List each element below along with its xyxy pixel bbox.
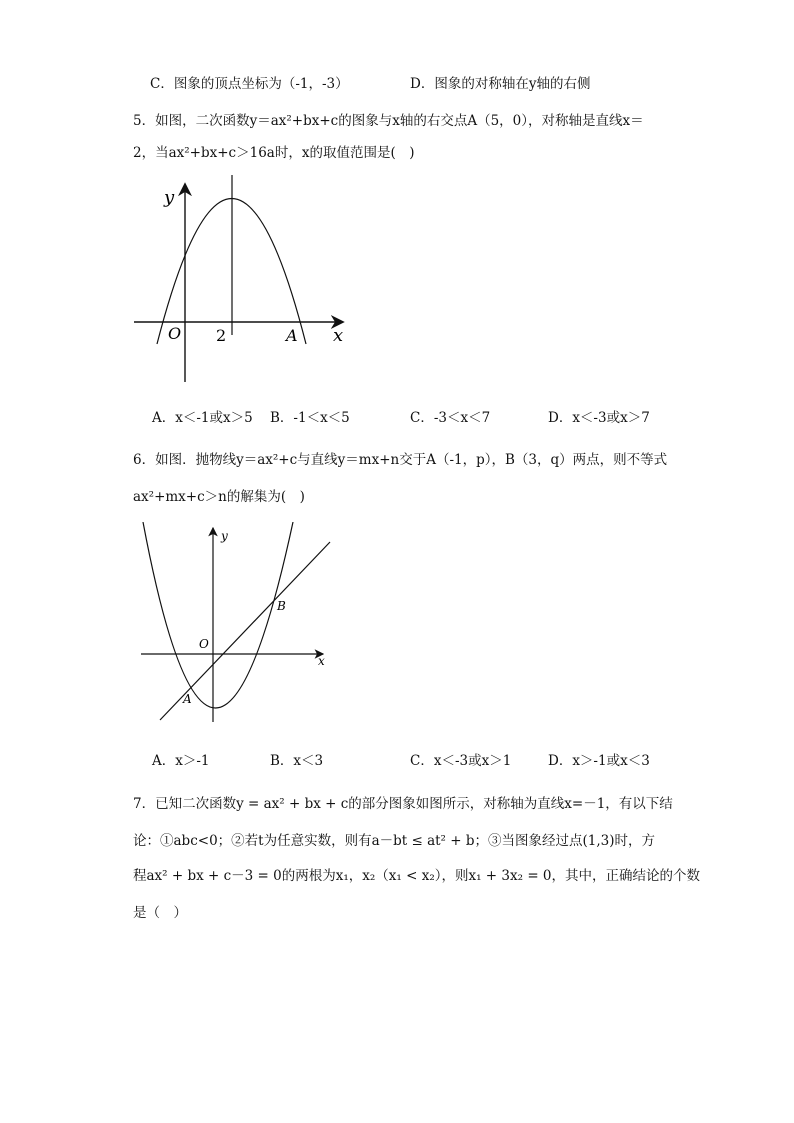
q6-option-d: D．x＞-1或x＜3	[548, 753, 650, 769]
q5-option-b: B．-1＜x＜5	[270, 410, 350, 426]
q5-label-x: x	[333, 325, 344, 346]
q6-label-b: B	[277, 599, 286, 613]
q7-stem-line2: 论：①abc<0；②若t为任意实数，则有a－bt ≤ at² + b；③当图象经过点(1,3)时，方	[133, 833, 656, 849]
q5-option-a: A．x＜-1或x＞5	[152, 410, 253, 426]
q7-stem-line3: 程ax² + bx + c－3 = 0的两根为x₁，x₂（x₁ < x₂），则x₁ + 3x₂ = 0，其中，正确结论的个数	[133, 868, 701, 884]
q5-graph	[130, 175, 360, 390]
q4-option-c: C．图象的顶点坐标为（-1，-3）	[150, 76, 349, 92]
q7-stem-line1: 7．已知二次函数y = ax² + bx + c的部分图象如图所示，对称轴为直线x=－1，有以下结	[133, 796, 673, 812]
q6-option-b: B．x＜3	[270, 753, 324, 769]
q6-option-c: C．x＜-3或x＞1	[410, 753, 512, 769]
q6-label-x: x	[318, 654, 325, 668]
q6-option-a: A．x＞-1	[152, 753, 210, 769]
q5-stem-line2: 2，当ax²+bx+c＞16a时，x的取值范围是( )	[133, 145, 415, 161]
q5-label-two: 2	[216, 326, 227, 345]
q5-label-origin: O	[168, 324, 182, 343]
q6-label-origin: O	[199, 637, 209, 651]
q7-stem-line4: 是（ ）	[133, 905, 187, 921]
q5-label-y: y	[164, 187, 175, 208]
q5-stem-line1: 5．如图，二次函数y＝ax²+bx+c的图象与x轴的右交点A（5，0），对称轴是直线x＝	[133, 113, 644, 129]
q5-option-c: C．-3＜x＜7	[410, 410, 491, 426]
q4-option-d: D．图象的对称轴在y轴的右侧	[410, 76, 591, 92]
q5-label-a: A	[286, 326, 298, 345]
q6-stem-line1: 6．如图．抛物线y＝ax²+c与直线y＝mx+n交于A（-1，p），B（3，q）两点，则不等式	[133, 452, 668, 468]
q6-label-a: A	[183, 692, 192, 706]
q6-parabola	[143, 522, 293, 708]
q5-option-d: D．x＜-3或x＞7	[548, 410, 650, 426]
q6-label-y: y	[221, 529, 228, 543]
q6-graph	[135, 522, 335, 727]
q6-stem-line2: ax²+mx+c＞n的解集为( )	[133, 489, 305, 505]
